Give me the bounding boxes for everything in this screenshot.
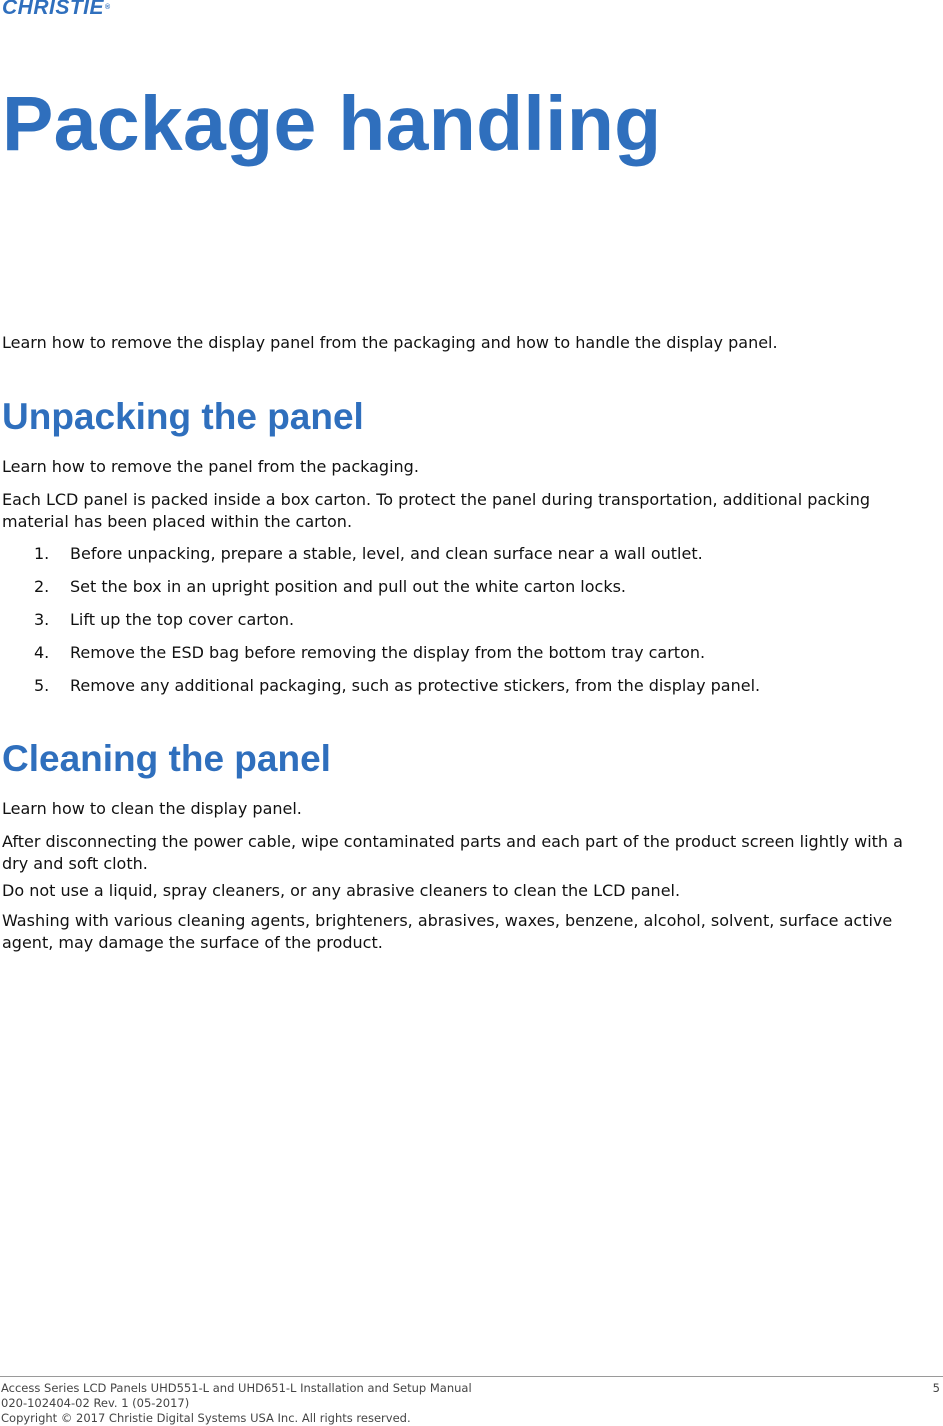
logo-text: CHRISTIE — [2, 0, 105, 19]
footer-divider — [0, 1376, 943, 1377]
cleaning-intro: Learn how to clean the display panel. — [2, 799, 302, 818]
cleaning-para-2: Do not use a liquid, spray cleaners, or any abrasive cleaners to clean the LCD panel. — [2, 881, 681, 900]
registered-mark: ® — [105, 4, 111, 11]
page-intro: Learn how to remove the display panel from the packaging and how to handle the display panel. — [2, 333, 778, 352]
page-number: 5 — [932, 1381, 940, 1395]
step-number: 4. — [34, 643, 50, 662]
unpacking-intro: Learn how to remove the panel from the packaging. — [2, 457, 419, 476]
step-text: Remove any additional packaging, such as protective stickers, from the display panel. — [70, 676, 761, 695]
unpacking-heading: Unpacking the panel — [2, 396, 364, 437]
step-text: Before unpacking, prepare a stable, level, and clean surface near a wall outlet. — [70, 544, 703, 563]
step-text: Set the box in an upright position and pull out the white carton locks. — [70, 577, 627, 596]
page-title: Package handling — [2, 81, 662, 167]
step-number: 5. — [34, 676, 50, 695]
step-number: 2. — [34, 577, 50, 596]
cleaning-para-1: After disconnecting the power cable, wipe contaminated parts and each part of the product screen lightly with a dry and soft cloth. — [2, 832, 903, 873]
unpacking-description: Each LCD panel is packed inside a box carton. To protect the panel during transportation, additional packing material has been placed within the carton. — [2, 490, 870, 531]
footer-manual-title: Access Series LCD Panels UHD551-L and UHD651-L Installation and Setup Manual — [1, 1381, 472, 1395]
step-number: 3. — [34, 610, 50, 629]
footer-revision: 020-102404-02 Rev. 1 (05-2017) — [1, 1396, 190, 1410]
cleaning-heading: Cleaning the panel — [2, 738, 331, 779]
page-footer — [1, 1381, 472, 1426]
footer-copyright: Copyright © 2017 Christie Digital Systems USA Inc. All rights reserved. — [1, 1411, 411, 1425]
cleaning-para-3: Washing with various cleaning agents, brighteners, abrasives, waxes, benzene, alcohol, solvent, surface active agent, may damage the surface of the product. — [2, 911, 893, 952]
step-text: Remove the ESD bag before removing the display from the bottom tray carton. — [70, 643, 706, 662]
step-number: 1. — [34, 544, 50, 563]
step-text: Lift up the top cover carton. — [70, 610, 295, 629]
christie-logo — [2, 0, 111, 19]
